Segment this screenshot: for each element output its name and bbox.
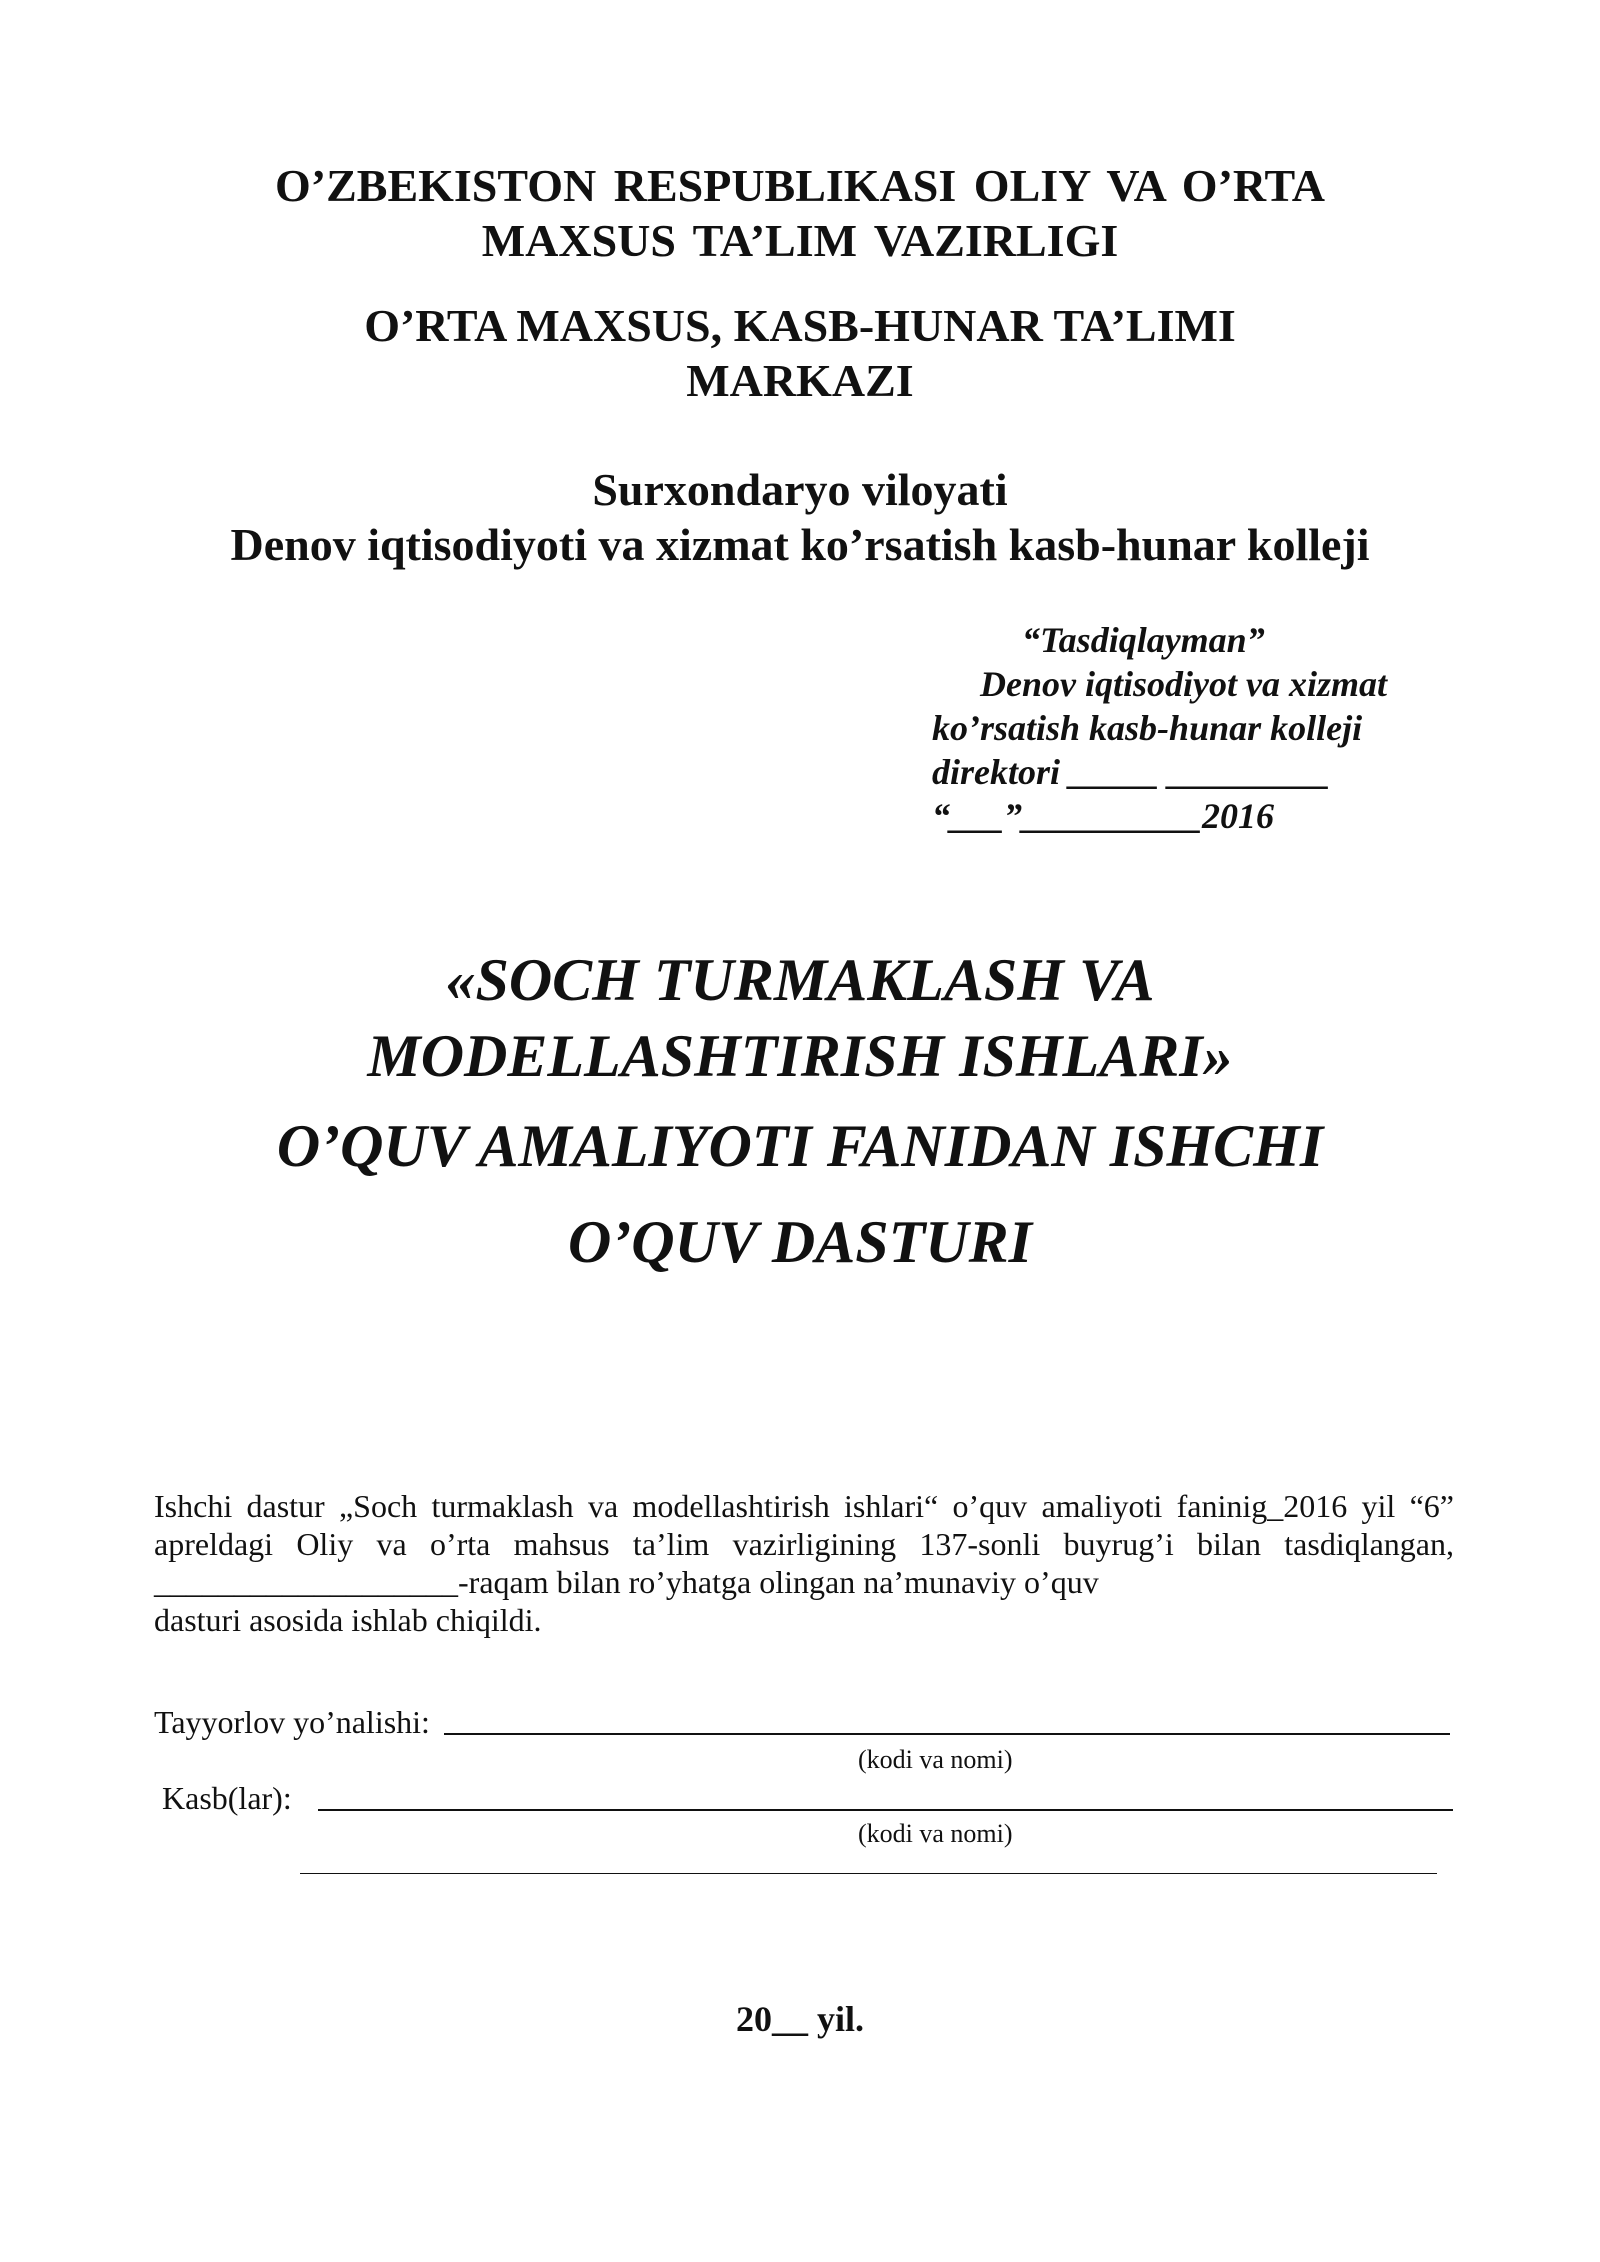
document-title [0,942,1600,1280]
approval-line-2: Denov iqtisodiyot va xizmat [980,664,1387,704]
title-line-1: «SOCH TURMAKLASH VA [445,947,1155,1013]
ministry-heading [0,158,1600,268]
paragraph-text: Ishchi dastur „Soch turmaklash va modellashtirish ishlari“ o’quv amaliyoti faninig_2016 yil “6” apreldagi Oliy va o’rta mahsus ta’lim vazirligining 137-sonli buyrug’i bilan tasdiqlangan, ___________________-raqam bilan ro’yhatga olingan na’munaviy o’quv [154,1488,1454,1600]
approval-director-signature: direktori _____ _________ [932,752,1331,792]
approval-date: “___”__________2016 [932,796,1274,836]
education-center-heading [0,298,1600,408]
title-line-3: O’QUV AMALIYOTI FANIDAN ISHCHI [276,1113,1324,1179]
direction-fill-line [444,1733,1450,1735]
paragraph-text-end: dasturi asosida ishlab chiqildi. [154,1602,542,1638]
institution-heading [0,462,1600,572]
center-line-1: O’RTA MAXSUS, KASB-HUNAR TA’LIMI [364,300,1236,351]
profession-label: Kasb(lar): [162,1780,292,1816]
direction-hint: (kodi va nomi) [858,1745,1013,1774]
center-line-2: MARKAZI [686,355,914,406]
region-name: Surxondaryo viloyati [592,464,1008,515]
title-line-2: MODELLASHTIRISH ISHLARI» [367,1023,1233,1089]
extra-fill-line [300,1873,1437,1874]
profession-fill-line [318,1809,1453,1811]
title-line-4: O’QUV DASTURI [568,1209,1032,1275]
document-year: 20__ yil. [735,1999,864,2039]
ministry-line-2: MAXSUS TA’LIM VAZIRLIGI [481,215,1119,266]
college-name: Denov iqtisodiyoti va xizmat ko’rsatish kasb-hunar kolleji [230,519,1370,570]
ministry-line-1: O’ZBEKISTON RESPUBLIKASI OLIY VA O’RTA [274,160,1325,211]
approval-block [932,618,1492,838]
profession-hint: (kodi va nomi) [858,1819,1013,1848]
description-paragraph [154,1487,1454,1639]
approval-line-3: ko’rsatish kasb-hunar kolleji [932,708,1363,748]
direction-label: Tayyorlov yo’nalishi: [154,1704,430,1740]
approval-title: “Tasdiqlayman” [1022,620,1265,660]
